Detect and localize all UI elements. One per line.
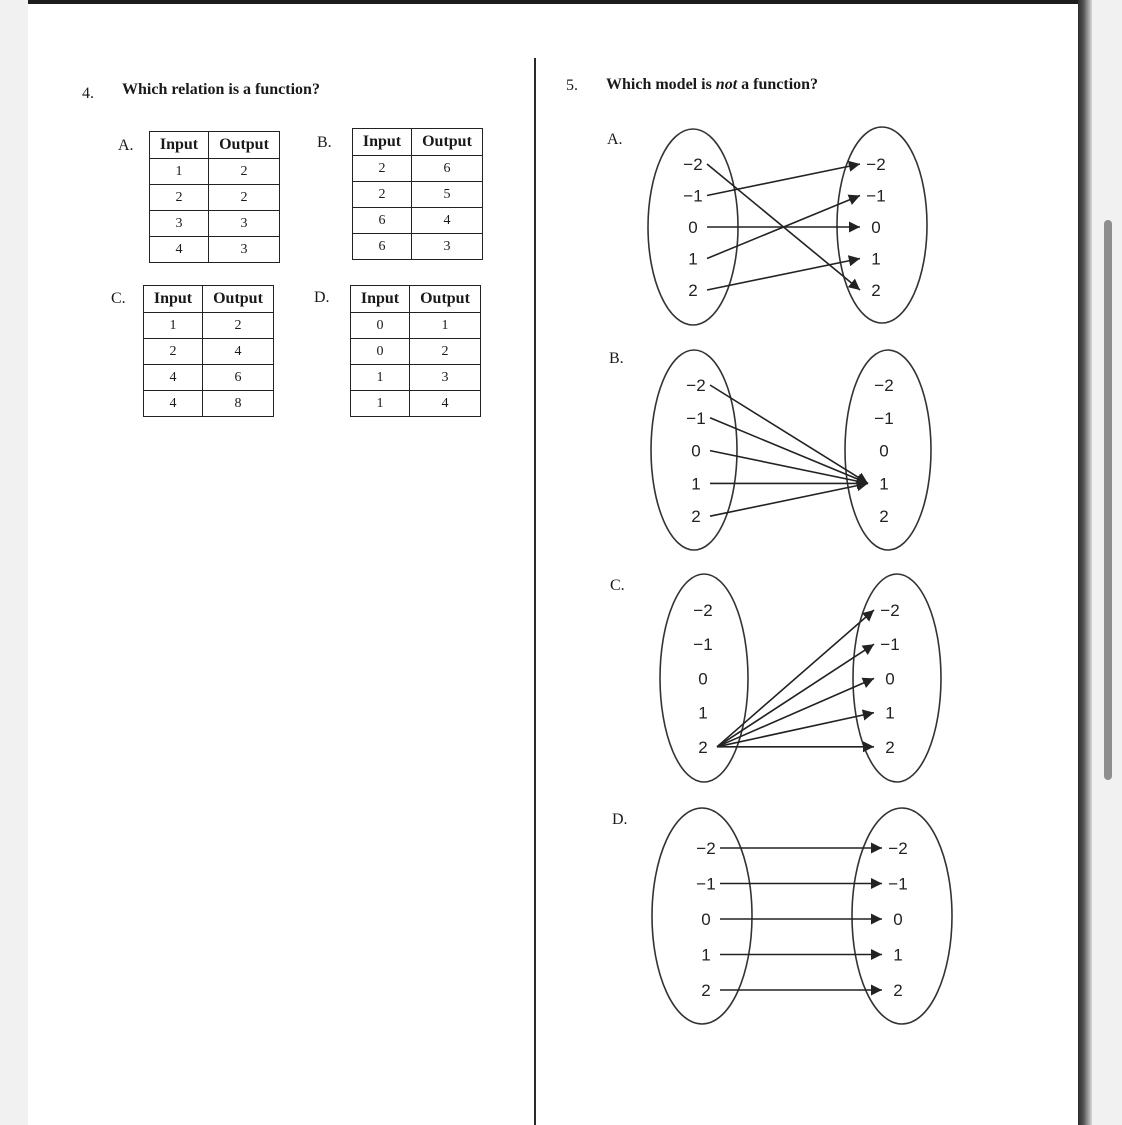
range-value: 0 bbox=[871, 218, 881, 237]
input-cell: 6 bbox=[353, 234, 412, 260]
range-value: −1 bbox=[874, 408, 894, 428]
table-row bbox=[150, 237, 280, 263]
input-cell: 0 bbox=[351, 339, 410, 365]
q5-option-d-label: D. bbox=[612, 811, 628, 828]
range-value: 2 bbox=[871, 281, 881, 300]
input-cell: 1 bbox=[144, 313, 203, 339]
domain-value: −2 bbox=[686, 376, 706, 395]
q4-option-c-label: C. bbox=[111, 290, 126, 307]
domain-value: 2 bbox=[691, 507, 701, 527]
output-cell: 3 bbox=[209, 237, 280, 263]
domain-value: 0 bbox=[688, 218, 698, 237]
q5-option-b-label: B. bbox=[609, 350, 624, 367]
input-cell: 2 bbox=[150, 185, 209, 211]
output-cell: 1 bbox=[410, 313, 481, 339]
output-cell: 6 bbox=[412, 156, 483, 182]
range-value: −2 bbox=[874, 376, 894, 395]
domain-value: 0 bbox=[701, 910, 711, 929]
range-value: −2 bbox=[880, 601, 900, 620]
question-5-text bbox=[606, 76, 818, 94]
q5-option-a-label: A. bbox=[607, 131, 623, 148]
mapping-arrow bbox=[717, 644, 874, 747]
input-header: Input bbox=[144, 286, 203, 313]
output-cell: 4 bbox=[203, 339, 274, 365]
q5-option-c-label: C. bbox=[610, 577, 625, 594]
output-cell: 2 bbox=[410, 339, 481, 365]
input-header: Input bbox=[353, 129, 412, 156]
domain-value: 1 bbox=[698, 703, 708, 723]
table-row bbox=[351, 313, 481, 339]
input-cell: 1 bbox=[351, 365, 410, 391]
mapping-arrow bbox=[707, 259, 860, 291]
domain-value: 2 bbox=[701, 981, 711, 1000]
input-cell: 1 bbox=[351, 391, 410, 417]
domain-value: 0 bbox=[691, 441, 701, 461]
domain-value: −2 bbox=[683, 155, 703, 174]
table-row bbox=[351, 339, 481, 365]
range-value: 0 bbox=[893, 910, 903, 929]
output-header: Output bbox=[209, 132, 280, 159]
range-value: 2 bbox=[893, 981, 903, 1000]
input-cell: 6 bbox=[353, 208, 412, 234]
table-row bbox=[353, 156, 483, 182]
range-value: 1 bbox=[879, 474, 889, 494]
domain-value: 1 bbox=[688, 249, 698, 269]
output-cell: 4 bbox=[410, 391, 481, 417]
range-value: −1 bbox=[880, 635, 900, 655]
mapping-arrow bbox=[710, 385, 868, 483]
output-cell: 8 bbox=[203, 391, 274, 417]
range-value: 1 bbox=[893, 945, 903, 965]
range-value: 1 bbox=[885, 703, 895, 723]
output-header: Output bbox=[203, 286, 274, 313]
question-5-number: 5. bbox=[566, 77, 578, 94]
table-header-row bbox=[144, 286, 274, 313]
q4-table-d bbox=[350, 285, 481, 417]
table-row bbox=[150, 211, 280, 237]
table-header-row bbox=[353, 129, 483, 156]
domain-value: −2 bbox=[696, 839, 716, 858]
q4-option-a-label: A. bbox=[118, 137, 134, 154]
input-header: Input bbox=[150, 132, 209, 159]
input-header: Input bbox=[351, 286, 410, 313]
q5-mapping-b bbox=[640, 346, 940, 556]
output-cell: 5 bbox=[412, 182, 483, 208]
output-cell: 3 bbox=[412, 234, 483, 260]
scrollbar-thumb[interactable] bbox=[1104, 220, 1112, 780]
table-row bbox=[144, 391, 274, 417]
output-cell: 3 bbox=[209, 211, 280, 237]
q4-option-d-label: D. bbox=[314, 289, 330, 306]
mapping-arrow bbox=[717, 678, 874, 746]
input-cell: 1 bbox=[150, 159, 209, 185]
domain-value: 2 bbox=[688, 281, 698, 300]
output-cell: 2 bbox=[203, 313, 274, 339]
table-row bbox=[353, 182, 483, 208]
input-cell: 4 bbox=[144, 391, 203, 417]
domain-value: 1 bbox=[691, 474, 701, 494]
input-cell: 3 bbox=[150, 211, 209, 237]
table-header-row bbox=[150, 132, 280, 159]
domain-value: −1 bbox=[683, 186, 703, 206]
table-row bbox=[144, 313, 274, 339]
range-value: 0 bbox=[879, 441, 889, 461]
range-value: −2 bbox=[866, 155, 886, 174]
mapping-arrow bbox=[717, 610, 874, 747]
domain-value: −1 bbox=[696, 874, 716, 894]
output-cell: 4 bbox=[412, 208, 483, 234]
table-row bbox=[351, 391, 481, 417]
output-header: Output bbox=[410, 286, 481, 313]
range-value: −1 bbox=[866, 186, 886, 206]
q5-text-emphasis: not bbox=[715, 76, 738, 93]
q5-mapping-d bbox=[640, 806, 960, 1036]
input-cell: 2 bbox=[353, 182, 412, 208]
question-4-number: 4. bbox=[82, 85, 94, 102]
page-edge-shadow bbox=[1078, 0, 1092, 1125]
table-row bbox=[351, 365, 481, 391]
table-row bbox=[353, 208, 483, 234]
q4-table-b bbox=[352, 128, 483, 260]
input-cell: 2 bbox=[144, 339, 203, 365]
range-value: 2 bbox=[879, 507, 889, 527]
domain-value: 2 bbox=[698, 737, 708, 757]
input-cell: 0 bbox=[351, 313, 410, 339]
q4-table-a bbox=[149, 131, 280, 263]
column-divider bbox=[534, 58, 536, 1125]
range-value: −1 bbox=[888, 874, 908, 894]
output-header: Output bbox=[412, 129, 483, 156]
output-cell: 2 bbox=[209, 159, 280, 185]
domain-value: 0 bbox=[698, 669, 708, 689]
q5-text-after: a function? bbox=[737, 76, 819, 93]
output-cell: 6 bbox=[203, 365, 274, 391]
range-value: −2 bbox=[888, 839, 908, 858]
q5-mapping-c bbox=[640, 572, 950, 792]
table-row bbox=[144, 365, 274, 391]
mapping-arrow bbox=[717, 713, 874, 747]
table-header-row bbox=[351, 286, 481, 313]
table-row bbox=[150, 159, 280, 185]
table-row bbox=[144, 339, 274, 365]
range-value: 0 bbox=[885, 669, 895, 689]
domain-value: −1 bbox=[686, 408, 706, 428]
domain-value: 1 bbox=[701, 945, 711, 965]
table-row bbox=[150, 185, 280, 211]
table-row bbox=[353, 234, 483, 260]
input-cell: 4 bbox=[150, 237, 209, 263]
input-cell: 4 bbox=[144, 365, 203, 391]
output-cell: 3 bbox=[410, 365, 481, 391]
output-cell: 2 bbox=[209, 185, 280, 211]
q4-option-b-label: B. bbox=[317, 134, 332, 151]
range-value: 1 bbox=[871, 249, 881, 269]
question-4-text: Which relation is a function? bbox=[122, 81, 320, 98]
domain-value: −2 bbox=[693, 601, 713, 620]
input-cell: 2 bbox=[353, 156, 412, 182]
range-value: 2 bbox=[885, 737, 895, 757]
q5-mapping-a bbox=[640, 128, 940, 334]
domain-value: −1 bbox=[693, 635, 713, 655]
q4-table-c bbox=[143, 285, 274, 417]
q5-text-before: Which model is bbox=[606, 76, 716, 93]
